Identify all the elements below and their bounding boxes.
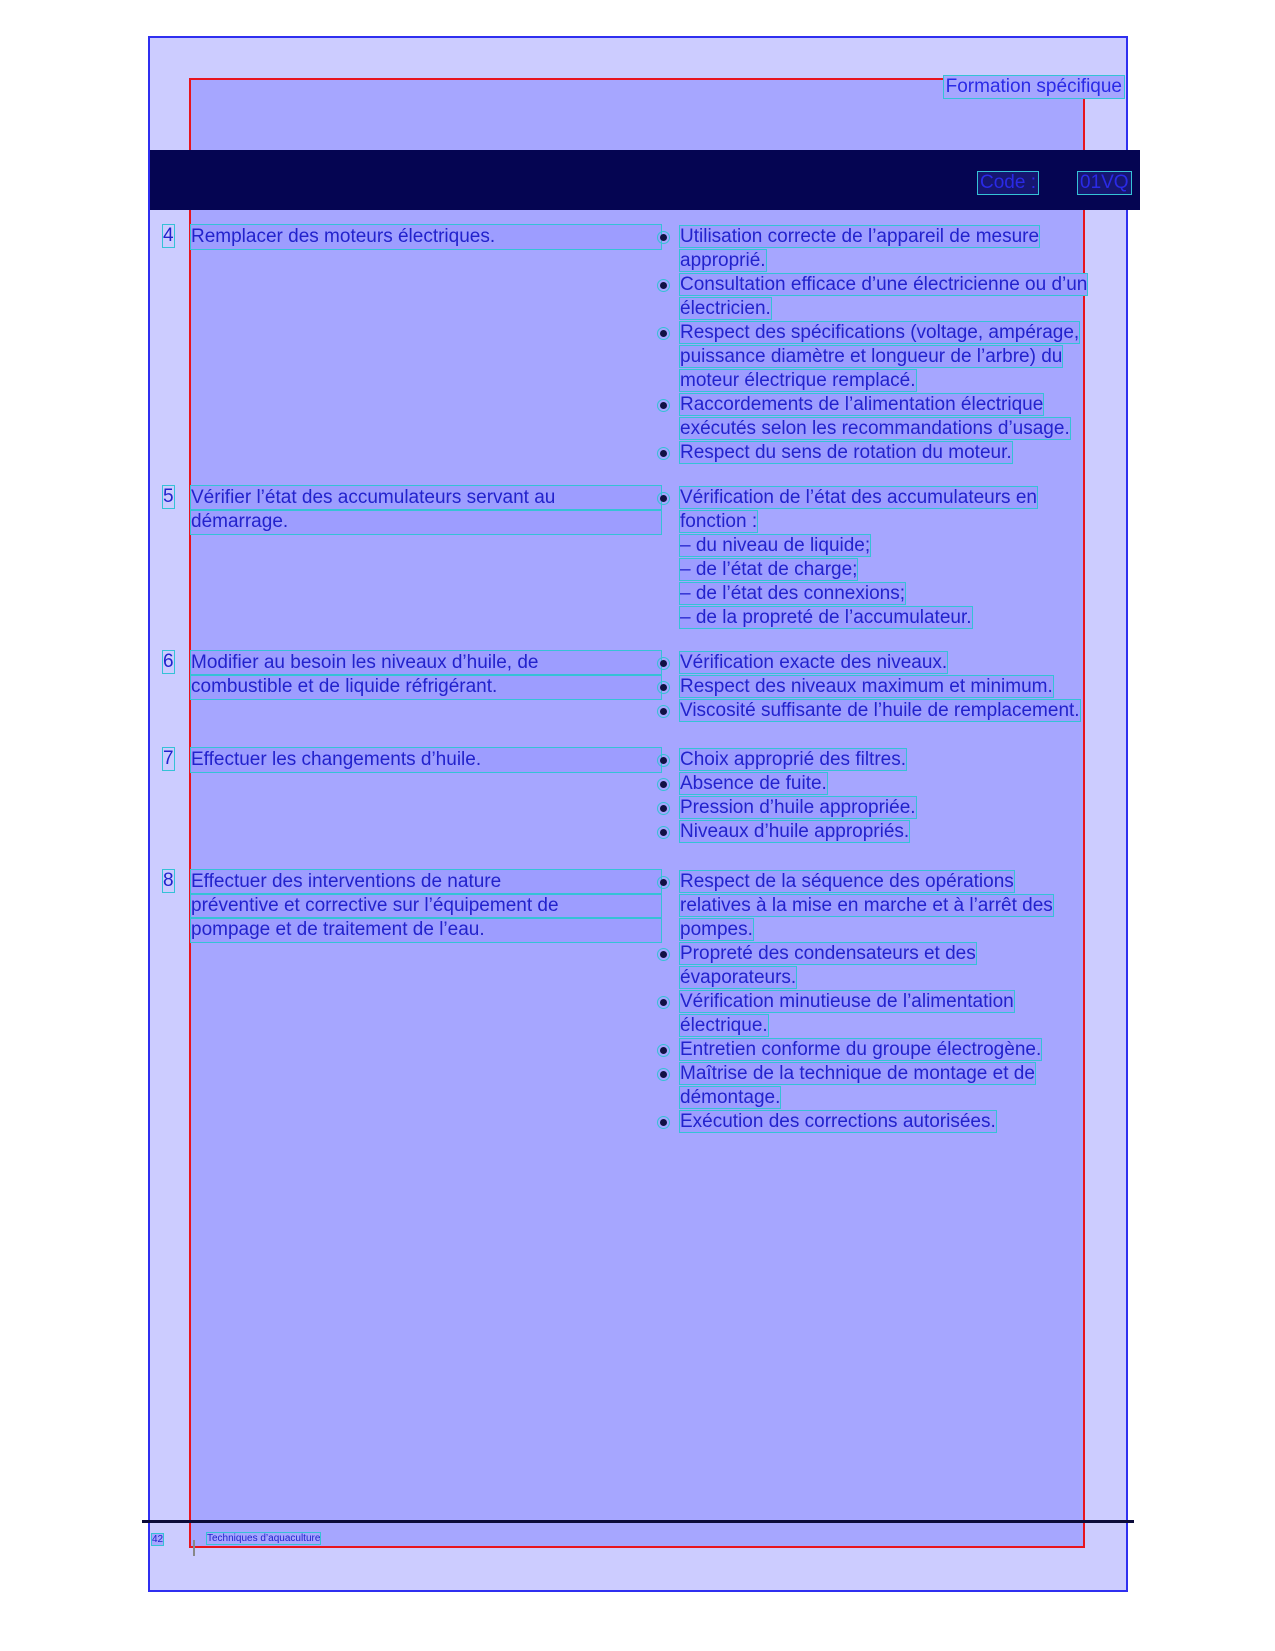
criterion-line: Vérification minutieuse de l’alimentation xyxy=(680,991,1014,1012)
criterion-line: fonction : xyxy=(680,511,758,532)
criterion-line: Vérification exacte des niveaux. xyxy=(680,652,948,673)
task-line: préventive et corrective sur l’équipement de xyxy=(191,894,661,918)
criterion-subitem xyxy=(656,606,1126,630)
criterion-line: Respect des niveaux maximum et minimum. xyxy=(680,676,1053,697)
criterion-bullet xyxy=(656,748,1126,772)
criterion-line: électricien. xyxy=(680,298,771,319)
footer-divider xyxy=(142,1520,1134,1523)
task-description xyxy=(191,870,661,942)
criterion-line: – de l’état de charge; xyxy=(680,559,858,580)
criterion-bullet xyxy=(656,393,1126,441)
criterion-line: Niveaux d’huile appropriés. xyxy=(680,821,910,842)
criterion-line: – du niveau de liquide; xyxy=(680,535,871,556)
task-description xyxy=(191,748,661,772)
criterion-line: Consultation efficace d’une électricienne ou d’un xyxy=(680,274,1088,295)
criterion-line: Exécution des corrections autorisées. xyxy=(680,1111,996,1132)
criterion-line: approprié. xyxy=(680,250,766,271)
criterion-bullet xyxy=(656,796,1126,820)
task-line: démarrage. xyxy=(191,510,661,534)
criterion-line: Maîtrise de la technique de montage et de xyxy=(680,1063,1035,1084)
task-description xyxy=(191,225,661,249)
task-line: Remplacer des moteurs électriques. xyxy=(191,225,661,249)
criterion-line: évaporateurs. xyxy=(680,967,797,988)
criterion-subitem xyxy=(656,534,1126,558)
criterion-bullet xyxy=(656,675,1126,699)
criterion-line: Vérification de l’état des accumulateurs en xyxy=(680,487,1037,508)
task-line: Modifier au besoin les niveaux d’huile, de xyxy=(191,651,661,675)
criterion-line: relatives à la mise en marche et à l’arrêt des xyxy=(680,895,1053,916)
criterion-line: Choix approprié des filtres. xyxy=(680,749,906,770)
criterion-bullet xyxy=(656,441,1126,465)
criterion-line: – de la propreté de l’accumulateur. xyxy=(680,607,972,628)
task-line: pompage et de traitement de l’eau. xyxy=(191,918,661,942)
criterion-line: Absence de fuite. xyxy=(680,773,827,794)
row-number: 5 xyxy=(163,486,174,507)
criterion-line: Raccordements de l’alimentation électrique xyxy=(680,394,1044,415)
performance-criteria xyxy=(656,225,1126,465)
criterion-line: Respect du sens de rotation du moteur. xyxy=(680,442,1012,463)
criterion-bullet xyxy=(656,699,1126,723)
footer-program-name: Techniques d’aquaculture xyxy=(207,1533,321,1544)
criterion-bullet xyxy=(656,1110,1126,1134)
criterion-line: Propreté des condensateurs et des xyxy=(680,943,976,964)
criterion-bullet xyxy=(656,990,1126,1038)
criterion-bullet xyxy=(656,772,1126,796)
criterion-bullet xyxy=(656,651,1126,675)
criterion-subitem xyxy=(656,558,1126,582)
performance-criteria xyxy=(656,651,1126,723)
criterion-line: démontage. xyxy=(680,1087,781,1108)
code-label: Code : xyxy=(980,172,1036,193)
criterion-bullet xyxy=(656,321,1126,393)
row-number: 4 xyxy=(163,225,174,246)
criterion-line: électrique. xyxy=(680,1015,768,1036)
criterion-line: Respect de la séquence des opérations xyxy=(680,871,1014,892)
row-number: 6 xyxy=(163,651,174,672)
performance-criteria xyxy=(656,486,1126,630)
criterion-line: pompes. xyxy=(680,919,753,940)
task-line: Vérifier l’état des accumulateurs servant au xyxy=(191,486,661,510)
criterion-subitem xyxy=(656,582,1126,606)
task-line: Effectuer des interventions de nature xyxy=(191,870,661,894)
task-line: combustible et de liquide réfrigérant. xyxy=(191,675,661,699)
criterion-bullet xyxy=(656,820,1126,844)
footer-page-number: 42 xyxy=(152,1534,164,1545)
performance-criteria xyxy=(656,748,1126,844)
row-number: 7 xyxy=(163,748,174,769)
criterion-line: Utilisation correcte de l’appareil de mesure xyxy=(680,226,1040,247)
criterion-line: exécutés selon les recommandations d’usage. xyxy=(680,418,1070,439)
criterion-line: Pression d’huile appropriée. xyxy=(680,797,916,818)
criterion-line: Entretien conforme du groupe électrogène. xyxy=(680,1039,1042,1060)
row-number: 8 xyxy=(163,870,174,891)
task-line: Effectuer les changements d’huile. xyxy=(191,748,661,772)
code-value: 01VQ xyxy=(1080,172,1129,193)
criterion-bullet xyxy=(656,225,1126,273)
criterion-bullet xyxy=(656,942,1126,990)
criterion-bullet xyxy=(656,1062,1126,1110)
criterion-bullet xyxy=(656,486,1126,534)
criterion-line: – de l’état des connexions; xyxy=(680,583,905,604)
program-header-label: Formation spécifique xyxy=(945,76,1122,97)
task-description xyxy=(191,486,661,534)
criterion-line: Respect des spécifications (voltage, ampérage, xyxy=(680,322,1080,343)
task-description xyxy=(191,651,661,699)
criterion-bullet xyxy=(656,870,1126,942)
criterion-line: Viscosité suffisante de l’huile de remplacement. xyxy=(680,700,1080,721)
criterion-line: moteur électrique remplacé. xyxy=(680,370,916,391)
performance-criteria xyxy=(656,870,1126,1134)
criterion-bullet xyxy=(656,1038,1126,1062)
criterion-bullet xyxy=(656,273,1126,321)
text-cursor-mark xyxy=(193,1540,195,1556)
criterion-line: puissance diamètre et longueur de l’arbre) du xyxy=(680,346,1063,367)
